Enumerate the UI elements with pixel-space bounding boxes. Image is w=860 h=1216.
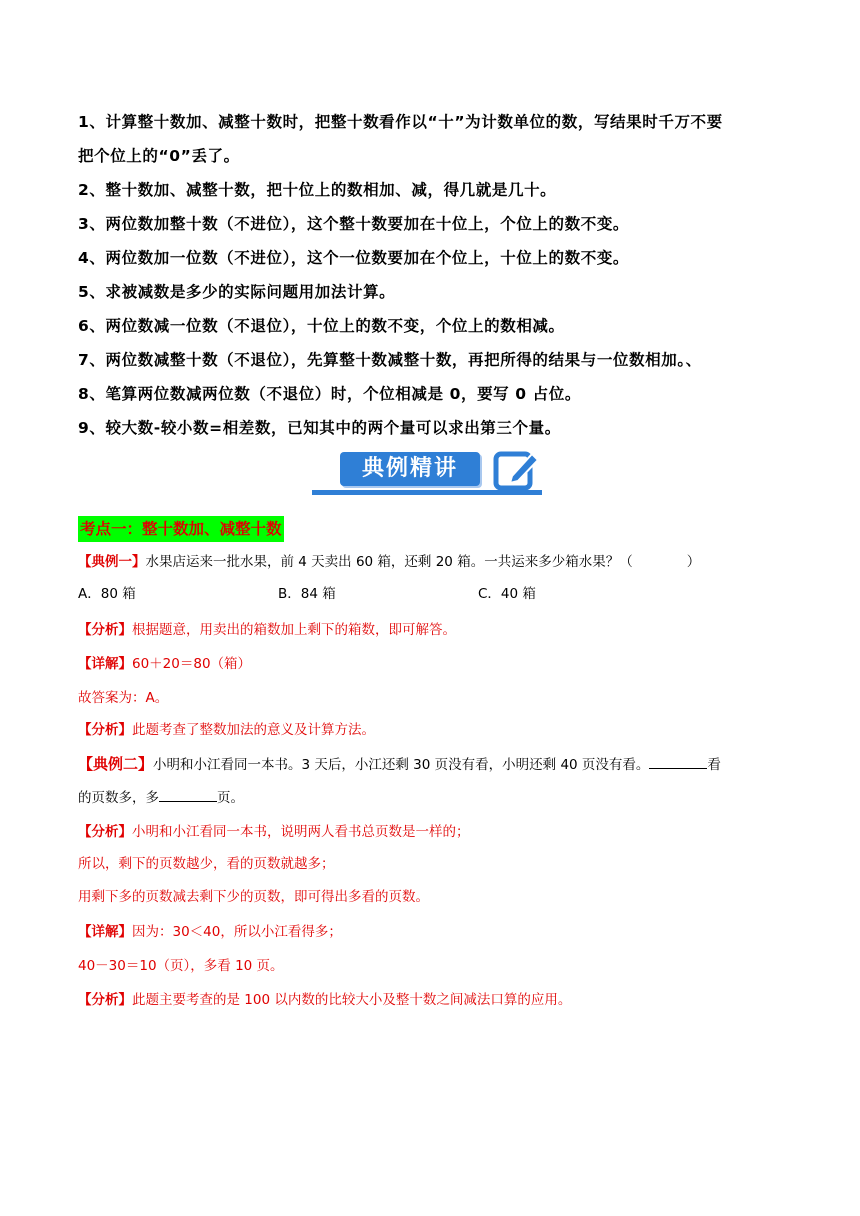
rule-8: 8、笔算两位数减两位数（不退位）时，个位相减是 0，要写 0 占位。	[78, 385, 581, 403]
example2-question-cont	[78, 786, 244, 810]
detail-text: 因为：30＜40，所以小江看得多；	[132, 924, 342, 940]
edit-icon	[492, 448, 540, 492]
rule-1-cont: 把个位上的“0”丢了。	[78, 147, 240, 165]
example2-question	[78, 752, 721, 777]
rule-2: 2、整十数加、减整十数，把十位上的数相加、减，得几就是几十。	[78, 181, 557, 199]
analysis-text: 根据题意，用卖出的箱数加上剩下的箱数，即可解答。	[132, 622, 456, 638]
example1-question-text: 水果店运来一批水果，前 4 天卖出 60 箱，还剩 20 箱。一共运来多少箱水果？（ ）	[145, 554, 701, 570]
option-c: C．40 箱	[478, 586, 536, 602]
summary-tag: 【分析】	[78, 992, 132, 1008]
rule-1: 1、计算整十数加、减整十数时，把整十数看作以“十”为计数单位的数，写结果时千万不要	[78, 113, 723, 131]
example2-analysis-line-3: 用剩下多的页数减去剩下少的页数，即可得出多看的页数。	[78, 889, 429, 905]
analysis-tag: 【分析】	[78, 824, 132, 840]
example2-question-text-4: 页。	[217, 790, 244, 806]
rule-4: 4、两位数加一位数（不进位），这个一位数要加在个位上，十位上的数不变。	[78, 249, 630, 267]
summary-tag: 【分析】	[78, 722, 132, 738]
example2-detail-line-2: 40－30＝10（页），多看 10 页。	[78, 958, 284, 974]
answer-blank-2[interactable]	[159, 787, 217, 802]
option-b: B．84 箱	[278, 586, 336, 602]
analysis-text: 小明和小江看同一本书，说明两人看书总页数是一样的；	[132, 824, 470, 840]
summary-text: 此题考查了整数加法的意义及计算方法。	[132, 722, 375, 738]
example1-answer: 故答案为：A。	[78, 690, 169, 706]
summary-text: 此题主要考查的是 100 以内数的比较大小及整十数之间减法口算的应用。	[132, 992, 572, 1008]
answer-blank-1[interactable]	[649, 754, 707, 769]
rule-6: 6、两位数减一位数（不退位），十位上的数不变，个位上的数相减。	[78, 317, 565, 335]
example2-tag: 【典例二】	[78, 755, 154, 773]
example1-analysis	[78, 618, 456, 642]
section-banner	[312, 448, 544, 498]
example1-summary	[78, 718, 375, 742]
example2-summary	[78, 988, 571, 1012]
example1-tag: 【典例一】	[78, 554, 146, 570]
example1-question	[78, 550, 700, 574]
detail-text: 60＋20＝80（箱）	[132, 656, 252, 672]
example2-question-text: 小明和小江看同一本书。3 天后，小江还剩 30 页没有看，小明还剩 40 页没有看。	[153, 757, 650, 773]
rule-7: 7、两位数减整十数（不退位），先算整十数减整十数，再把所得的结果与一位数相加。、	[78, 351, 702, 369]
section-title: 考点一：整十数加、减整十数	[78, 516, 284, 542]
example1-detail	[78, 652, 251, 676]
analysis-tag: 【分析】	[78, 622, 132, 638]
example2-detail	[78, 920, 342, 944]
option-a: A．80 箱	[78, 586, 136, 602]
example2-question-text-2: 看	[707, 757, 721, 773]
rule-3: 3、两位数加整十数（不进位），这个整十数要加在十位上，个位上的数不变。	[78, 215, 630, 233]
example2-question-text-3: 的页数多，多	[78, 790, 159, 806]
example2-analysis-line-2: 所以，剩下的页数越少，看的页数就越多；	[78, 856, 335, 872]
rule-5: 5、求被减数是多少的实际问题用加法计算。	[78, 283, 396, 301]
detail-tag: 【详解】	[78, 924, 132, 940]
example2-analysis	[78, 820, 470, 844]
detail-tag: 【详解】	[78, 656, 132, 672]
rule-9: 9、较大数-较小数=相差数，已知其中的两个量可以求出第三个量。	[78, 419, 561, 437]
banner-title: 典例精讲	[340, 452, 480, 486]
